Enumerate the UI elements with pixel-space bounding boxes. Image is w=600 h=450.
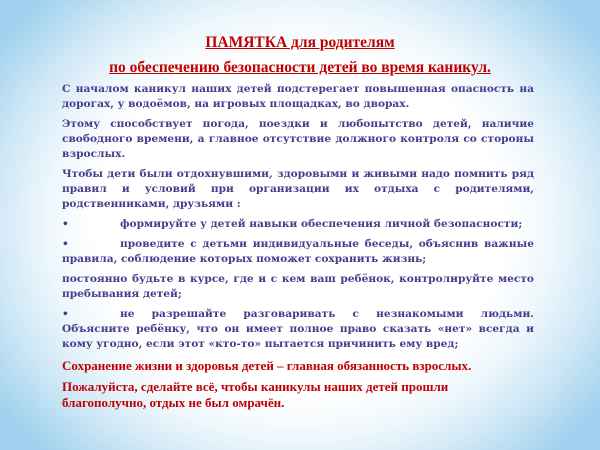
bullet-text-3: не разрешайте разговаривать с незнакомыми людьми. Объясните ребёнку, что он имеет полное право сказать «нет» всегда и кому угодно, если этот «кто-то» пытается причинить ему вред; bbox=[62, 308, 534, 350]
bullet-marker: • bbox=[62, 218, 69, 230]
title-line-1: ПАМЯТКА для родителям bbox=[205, 34, 395, 51]
plain-item: постоянно будьте в курсе, где и с кем ваш ребёнок, контролируйте место пребывания детей; bbox=[62, 273, 534, 300]
bullet-item-2 bbox=[62, 237, 534, 267]
red-statement-1: Сохранение жизни и здоровья детей – главная обязанность взрослых. bbox=[62, 358, 472, 373]
bullet-text-2: проведите с детьми индивидуальные беседы, объяснив важные правила, соблюдение которых поможет сохранить жизнь; bbox=[62, 238, 534, 265]
bullet-item-3 bbox=[62, 307, 534, 352]
memo-body bbox=[62, 82, 534, 416]
bullet-text-1: формируйте у детей навыки обеспечения личной безопасности; bbox=[120, 218, 523, 230]
red-statement-2: Пожалуйста, сделайте всё, чтобы каникулы наших детей прошли благополучно, отдых не был омрачён. bbox=[62, 379, 449, 410]
bullet-item-1 bbox=[62, 217, 534, 232]
paragraph-causes: Этому способствует погода, поездки и любопытство детей, наличие свободного времени, а главное отсутствие должного контроля со стороны взрослых. bbox=[62, 118, 534, 160]
title-line-2: по обеспечению безопасности детей во время каникул. bbox=[109, 59, 491, 76]
bullet-marker: • bbox=[62, 308, 69, 320]
bullet-marker: • bbox=[62, 238, 69, 250]
paragraph-rules: Чтобы дети были отдохнувшими, здоровыми и живыми надо помнить ряд правил и условий при организации их отдыха с родителями, родственниками, друзьями : bbox=[62, 168, 534, 210]
paragraph-intro: С началом каникул наших детей подстерегает повышенная опасность на дорогах, у водоёмов, на игровых площадках, во дворах. bbox=[62, 83, 534, 110]
